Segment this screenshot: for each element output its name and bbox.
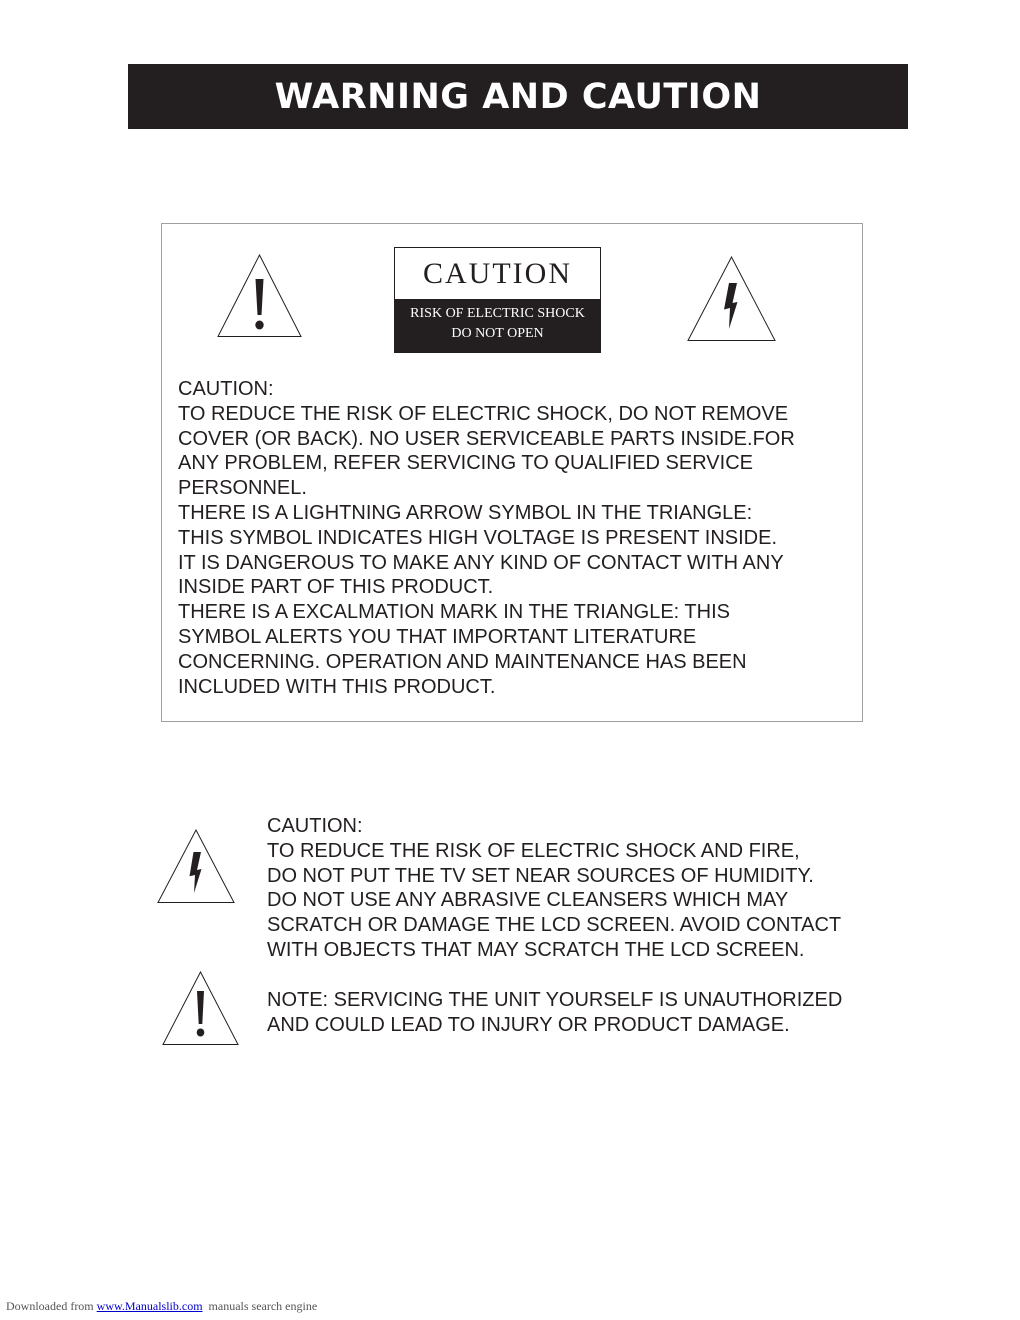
- text-line: AND COULD LEAD TO INJURY OR PRODUCT DAMAGE.: [267, 1013, 790, 1036]
- caution-label: [394, 247, 601, 353]
- text-line: SYMBOL ALERTS YOU THAT IMPORTANT LITERATURE: [178, 625, 697, 648]
- box-text: [178, 377, 795, 699]
- lightning-warning-icon: [157, 829, 235, 904]
- text-line: SCRATCH OR DAMAGE THE LCD SCREEN. AVOID CONTACT: [267, 914, 842, 937]
- manualslib-link[interactable]: www.Manualslib.com: [96, 1299, 203, 1313]
- footer: [6, 1299, 317, 1314]
- exclamation-warning-icon: [217, 254, 302, 338]
- caution-label-subtext: [395, 299, 600, 352]
- text-line: COVER (OR BACK). NO USER SERVICEABLE PARTS INSIDE.FOR: [178, 427, 795, 450]
- text-line: CAUTION:: [178, 378, 274, 400]
- text-line: TO REDUCE THE RISK OF ELECTRIC SHOCK, DO NOT REMOVE: [178, 402, 789, 425]
- text-line: THERE IS A EXCALMATION MARK IN THE TRIANGLE: THIS: [178, 601, 730, 624]
- title-bar: [128, 64, 908, 129]
- text-line: TO REDUCE THE RISK OF ELECTRIC SHOCK AND FIRE,: [267, 839, 800, 862]
- footer-suffix: manuals search engine: [208, 1299, 318, 1313]
- page-title: WARNING AND CAUTION: [274, 76, 762, 117]
- text-line: THERE IS A LIGHTNING ARROW SYMBOL IN THE TRIANGLE:: [178, 501, 753, 524]
- text-line: CAUTION:: [267, 815, 363, 837]
- text-line: NOTE: SERVICING THE UNIT YOURSELF IS UNAUTHORIZED: [267, 989, 843, 1011]
- footer-prefix: Downloaded from: [6, 1299, 94, 1313]
- text-line: THIS SYMBOL INDICATES HIGH VOLTAGE IS PRESENT INSIDE.: [178, 526, 778, 549]
- note-text: [267, 988, 842, 1038]
- text-line: DO NOT PUT THE TV SET NEAR SOURCES OF HUMIDITY.: [267, 864, 814, 887]
- caution-humidity-text: [267, 814, 841, 963]
- text-line: PERSONNEL.: [178, 477, 307, 500]
- caution-label-heading: CAUTION: [423, 257, 572, 290]
- text-line: INCLUDED WITH THIS PRODUCT.: [178, 675, 496, 698]
- text-line: CONCERNING. OPERATION AND MAINTENANCE HAS BEEN: [178, 650, 747, 673]
- exclamation-warning-icon: [162, 971, 239, 1046]
- text-line: ANY PROBLEM, REFER SERVICING TO QUALIFIED SERVICE: [178, 452, 753, 475]
- text-line: INSIDE PART OF THIS PRODUCT.: [178, 576, 494, 599]
- text-line: IT IS DANGEROUS TO MAKE ANY KIND OF CONTACT WITH ANY: [178, 551, 784, 574]
- text-line: DO NOT USE ANY ABRASIVE CLEANSERS WHICH MAY: [267, 889, 789, 912]
- text-line: WITH OBJECTS THAT MAY SCRATCH THE LCD SCREEN.: [267, 938, 805, 961]
- lightning-warning-icon: [687, 256, 776, 342]
- caution-label-line1: RISK OF ELECTRIC SHOCK: [410, 306, 585, 321]
- caution-label-line2: DO NOT OPEN: [451, 326, 544, 341]
